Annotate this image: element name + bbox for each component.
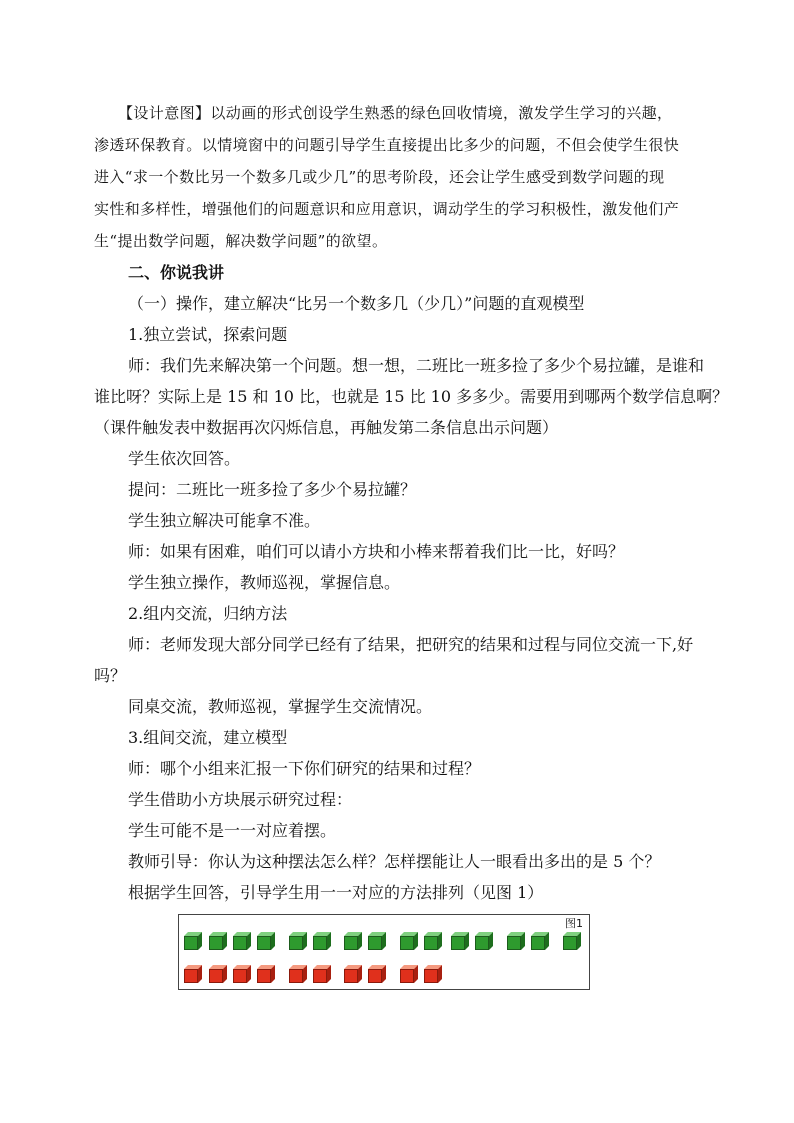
paragraph-4: 学生独立解决可能拿不准。 xyxy=(128,511,321,530)
red-cube xyxy=(209,965,227,983)
paragraph-1c: （课件触发表中数据再次闪烁信息，再触发第二条信息出示问题） xyxy=(94,418,559,437)
paragraph-7a: 师：老师发现大部分同学已经有了结果，把研究的结果和过程与同位交流一下,好 xyxy=(128,635,694,654)
figure-1-cubes xyxy=(178,914,590,990)
step-2-heading: 2.组内交流，归纳方法 xyxy=(128,604,288,623)
paragraph-3: 提问：二班比一班多捡了多少个易拉罐？ xyxy=(128,480,417,499)
green-cube xyxy=(233,932,251,950)
green-cube xyxy=(257,932,275,950)
green-cube xyxy=(313,932,331,950)
subsection-heading: （一）操作，建立解决“比另一个数多几（少几）”问题的直观模型 xyxy=(128,294,585,313)
design-intent-line-1: 【设计意图】以动画的形式创设学生熟悉的绿色回收情境，激发学生学习的兴趣， xyxy=(118,104,673,122)
red-cube xyxy=(289,965,307,983)
green-cube xyxy=(451,932,469,950)
section-heading: 二、你说我讲 xyxy=(128,263,225,282)
paragraph-9: 师：哪个小组来汇报一下你们研究的结果和过程？ xyxy=(128,759,481,778)
paragraph-5: 师：如果有困难，咱们可以请小方块和小棒来帮着我们比一比，好吗？ xyxy=(128,542,625,561)
green-cube xyxy=(531,932,549,950)
paragraph-11: 学生可能不是一一对应着摆。 xyxy=(128,821,337,840)
paragraph-1b: 谁比呀？实际上是 15 和 10 比，也就是 15 比 10 多多少。需要用到哪两个数学信息啊？ xyxy=(94,387,729,406)
green-cube xyxy=(289,932,307,950)
red-cube xyxy=(257,965,275,983)
paragraph-2: 学生依次回答。 xyxy=(128,449,241,468)
paragraph-13: 根据学生回答，引导学生用一一对应的方法排列（见图 1） xyxy=(128,883,544,902)
red-cube xyxy=(233,965,251,983)
green-cube xyxy=(475,932,493,950)
paragraph-7b: 吗？ xyxy=(94,666,127,685)
green-cube xyxy=(563,932,581,950)
green-cube xyxy=(184,932,202,950)
step-1-heading: 1.独立尝试，探索问题 xyxy=(128,325,288,344)
paragraph-10: 学生借助小方块展示研究过程： xyxy=(128,790,353,809)
red-cube xyxy=(424,965,442,983)
green-cube xyxy=(209,932,227,950)
paragraph-8: 同桌交流，教师巡视，掌握学生交流情况。 xyxy=(128,697,433,716)
green-cube xyxy=(368,932,386,950)
paragraph-12: 教师引导：你认为这种摆法怎么样？怎样摆能让人一眼看出多出的是 5 个？ xyxy=(128,852,661,871)
step-3-heading: 3.组间交流，建立模型 xyxy=(128,728,288,747)
red-cube xyxy=(400,965,418,983)
green-cube xyxy=(424,932,442,950)
figure-label: 图1 xyxy=(565,917,583,930)
red-cube xyxy=(368,965,386,983)
red-cube xyxy=(313,965,331,983)
red-cube xyxy=(184,965,202,983)
paragraph-6: 学生独立操作，教师巡视，掌握信息。 xyxy=(128,573,401,592)
green-cube xyxy=(507,932,525,950)
design-intent-line-2: 渗透环保教育。以情境窗中的问题引导学生直接提出比多少的问题，不但会使学生很快 xyxy=(94,136,680,154)
red-cube xyxy=(344,965,362,983)
design-intent-line-5: 生“提出数学问题，解决数学问题”的欲望。 xyxy=(94,232,388,250)
design-intent-line-4: 实性和多样性，增强他们的问题意识和应用意识，调动学生的学习积极性，激发他们产 xyxy=(94,200,680,218)
design-intent-line-3: 进入“求一个数比另一个数多几或少几”的思考阶段，还会让学生感受到数学问题的现 xyxy=(94,168,665,186)
paragraph-1a: 师：我们先来解决第一个问题。想一想，二班比一班多捡了多少个易拉罐，是谁和 xyxy=(128,356,705,375)
green-cube xyxy=(400,932,418,950)
green-cube xyxy=(344,932,362,950)
